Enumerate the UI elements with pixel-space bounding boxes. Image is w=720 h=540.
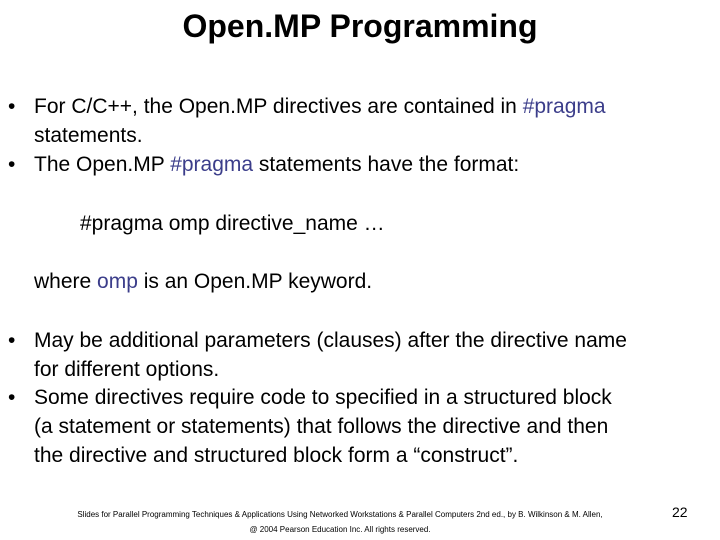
bullet4-line2: (a statement or statements) that follows the directive and then [34,415,609,438]
bullet-marker: • [8,386,16,409]
bullet1-line1 [34,92,606,122]
omp-keyword: omp [97,270,138,293]
bullet4-line1: Some directives require code to specified in a structured block [34,386,612,409]
bullet-marker: • [8,329,16,352]
bullet3-line1: May be additional parameters (clauses) after the directive name [34,329,627,352]
where-text-before: where [34,270,98,293]
pragma-format-line: #pragma omp directive_name … [80,212,385,235]
bullet-marker: • [8,153,16,176]
bullet2-text-before: The Open.MP [34,153,171,176]
pragma-keyword: #pragma [170,153,254,176]
where-text-after: is an Open.MP keyword. [137,270,373,293]
footer-line1: Slides for Parallel Programming Techniques & Applications Using Networked Workstations & Parallel Computers 2nd ed., by B. Wilkinson & M. Allen, [77,510,603,519]
slide-title: Open.MP Programming [182,8,538,44]
bullet-marker: • [8,95,16,118]
bullet4-line3: the directive and structured block form a “construct”. [34,444,519,467]
bullet1-line2: statements. [34,124,143,147]
bullet2-text-after: statements have the format: [253,153,520,176]
bullet3-line2: for different options. [34,358,220,381]
bullet1-text: For C/C++, the Open.MP directives are contained in [34,95,523,118]
pragma-keyword: #pragma [522,95,606,118]
where-line [34,267,372,297]
bullet2-line [34,150,519,180]
slide-footer [30,507,650,537]
page-number: 22 [672,504,688,520]
footer-line2: @ 2004 Pearson Education Inc. All rights reserved. [249,525,431,534]
